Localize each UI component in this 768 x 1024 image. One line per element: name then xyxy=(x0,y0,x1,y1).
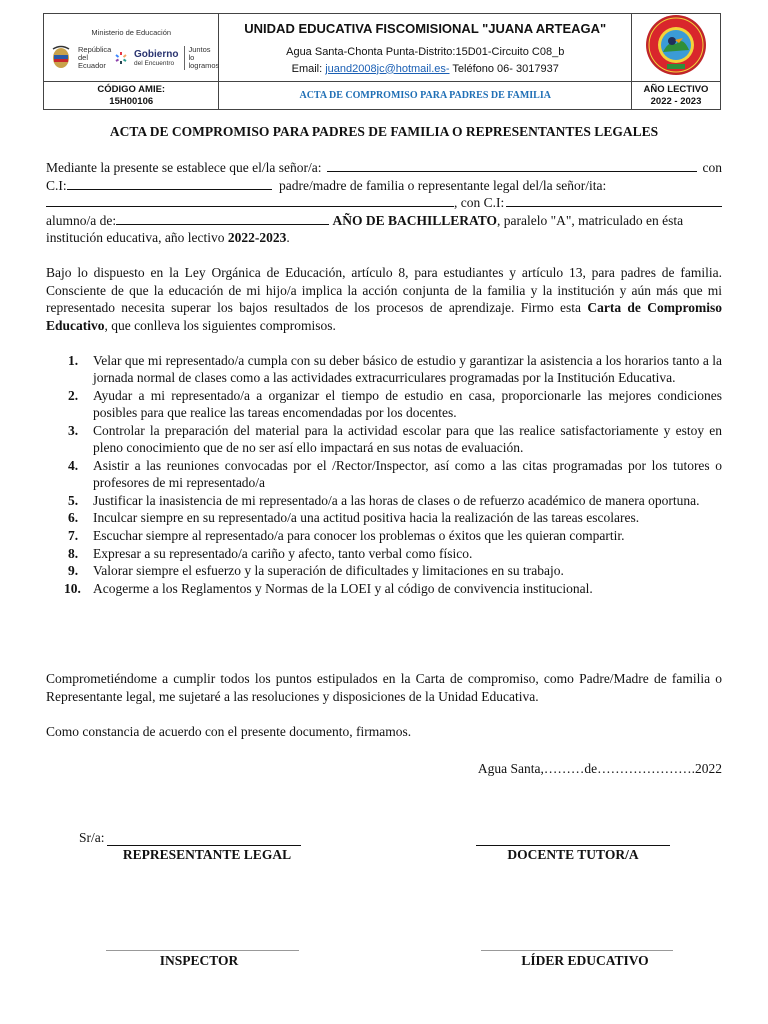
legal-text: , que conlleva los siguientes compromisos. xyxy=(104,317,336,333)
school-name: UNIDAD EDUCATIVA FISCOMISIONAL "JUANA ARTEAGA" xyxy=(244,20,607,36)
item-number: 9. xyxy=(68,563,79,579)
teacher-signature-line[interactable] xyxy=(476,845,670,846)
list-item xyxy=(46,352,722,386)
item-text: Expresar a su representado/a cariño y afecto, tanto verbal como físico. xyxy=(93,545,473,561)
closing-paragraph: Comprometiéndome a cumplir todos los puntos estipulados en la Carta de compromiso, como Padre/Madre de familia o Representante legal, me sujetaré a las resoluciones y disposiciones de la Unidad Educativa. xyxy=(46,671,722,704)
leader-label: LÍDER EDUCATIVO xyxy=(521,953,649,968)
item-number: 3. xyxy=(68,422,79,438)
ecuador-coat-of-arms-icon xyxy=(50,45,72,71)
item-text: Controlar la preparación del material para la actividad escolar para que las realice satisfactoriamente y estoy en pleno conocimiento que de no ser así ello impactará en sus notas de evaluación. xyxy=(93,422,722,456)
gobierno-logo xyxy=(134,50,178,67)
grade-blank[interactable] xyxy=(116,212,329,225)
intro-line-5 xyxy=(46,229,722,247)
gobierno-sub-label: del Encuentro xyxy=(134,59,175,67)
item-text: Ayudar a mi representado/a a organizar el tiempo de estudio en casa, proporcionarle las mejores condiciones posibles para que realice las tareas encomendadas por los docentes. xyxy=(93,387,722,421)
date-line: Agua Santa,………de………………….2022 xyxy=(477,761,722,776)
email-label: Email: xyxy=(291,62,323,75)
intro-line-4 xyxy=(46,212,722,230)
leader-signature-line[interactable] xyxy=(481,950,673,951)
item-text: Velar que mi representado/a cumpla con su deber básico de estudio y garantizar la asistencia a los horarios tanto a la jornada normal de clases como a las actividades extracurriculares programadas por la Institución Educativa. xyxy=(93,353,722,386)
intro-bold-text: AÑO DE BACHILLERATO xyxy=(332,212,498,228)
list-item xyxy=(46,580,722,597)
intro-text: Mediante la presente se establece que el/la señor/a: xyxy=(46,160,322,175)
intro-text: . xyxy=(286,230,290,246)
acta-header-cell xyxy=(219,82,632,110)
school-info-cell xyxy=(219,14,632,82)
year-label: AÑO LECTIVO xyxy=(643,83,709,95)
header-table xyxy=(43,13,721,110)
representative-name-blank[interactable] xyxy=(327,159,697,172)
intro-line-2 xyxy=(46,177,722,195)
intro-line-3 xyxy=(46,194,722,212)
agreement-statement: Como constancia de acuerdo con el presente documento, firmamos. xyxy=(46,724,412,739)
list-item xyxy=(46,545,722,562)
list-item xyxy=(46,509,722,526)
intro-paragraph xyxy=(46,159,722,247)
item-number: 8. xyxy=(68,545,79,561)
list-item xyxy=(46,387,722,421)
item-number: 2. xyxy=(68,387,79,403)
intro-text: con xyxy=(702,160,722,175)
sr-prefix: Sr/a: xyxy=(79,830,105,845)
amie-code: 15H00106 xyxy=(109,95,154,107)
inspector-signature-line[interactable] xyxy=(106,950,299,951)
list-item xyxy=(46,422,722,456)
item-number: 5. xyxy=(68,492,79,508)
item-number: 10. xyxy=(64,581,81,597)
student-ci-blank[interactable] xyxy=(506,194,722,207)
seal-cell xyxy=(632,14,721,82)
item-number: 1. xyxy=(68,353,79,368)
teacher-label: DOCENTE TUTOR/A xyxy=(507,847,639,862)
document-title: ACTA DE COMPROMISO PARA PADRES DE FAMILIA O REPRESENTANTES LEGALES xyxy=(109,124,659,139)
intro-bold-text: 2022-2023 xyxy=(227,230,287,246)
item-number: 4. xyxy=(68,457,79,473)
representative-ci-blank[interactable] xyxy=(67,177,272,190)
intro-text: institución educativa, año lectivo xyxy=(46,230,225,246)
representative-signature-line[interactable] xyxy=(107,845,301,846)
email-link[interactable]: juand2008jc@hotmail.es- xyxy=(325,62,450,75)
commitments-list xyxy=(46,352,722,598)
intro-text: , paralelo "A", matriculado en ésta xyxy=(497,212,684,228)
legal-text: Bajo lo dispuesto en la Ley Orgánica de Educación, artículo 8, para estudiantes y artículo 13, para padres de familia. Consciente de que la educación de mi hijo/a implica la acción conjunta de la familia y la institución y aún más que mi representado necesita superar los bajos resultados de los procesos de aprendizaje. Firmo esta xyxy=(46,265,722,316)
ministry-cell xyxy=(44,14,219,82)
year-cell xyxy=(632,82,721,110)
inspector-label: INSPECTOR xyxy=(159,953,239,968)
representative-label: REPRESENTANTE LEGAL xyxy=(122,847,292,862)
ministry-name: Ministerio de Educación xyxy=(91,28,172,37)
gobierno-slogan: Juntos lo logramos xyxy=(184,46,214,70)
item-number: 7. xyxy=(68,528,79,544)
republic-label: República del Ecuador xyxy=(78,45,112,70)
amie-cell xyxy=(44,82,219,110)
phone-number: Teléfono 06- 3017937 xyxy=(452,62,559,75)
school-contact xyxy=(219,63,631,75)
intro-line-1 xyxy=(46,159,722,177)
intro-text: alumno/a de: xyxy=(46,212,117,228)
school-address: Agua Santa-Chonta Punta-Distrito:15D01-Circuito C08_b xyxy=(286,45,565,58)
acta-header: ACTA DE COMPROMISO PARA PADRES DE FAMILIA xyxy=(299,90,551,101)
item-text: Valorar siempre el esfuerzo y la superación de dificultades y limitaciones en su trabajo. xyxy=(93,563,564,579)
year-value: 2022 - 2023 xyxy=(650,95,702,107)
list-item xyxy=(46,492,722,509)
list-item xyxy=(46,527,722,544)
government-logos xyxy=(44,37,218,71)
intro-text: , con C.I: xyxy=(454,195,505,211)
school-seal-icon xyxy=(639,14,713,76)
list-item xyxy=(46,562,722,579)
item-number: 6. xyxy=(68,510,79,526)
legal-bold-text: Carta de Compromiso Educativo xyxy=(46,300,722,333)
gobierno-label: Gobierno xyxy=(134,48,179,60)
item-text: Justificar la inasistencia de mi representado/a a las horas de clases o de refuerzo académico de manera oportuna. xyxy=(93,492,700,508)
intro-text: C.I: xyxy=(46,177,67,193)
intro-text: padre/madre de familia o representante legal del/la señor/ita: xyxy=(279,177,607,193)
amie-label: CÓDIGO AMIE: xyxy=(97,83,166,95)
gobierno-star-icon xyxy=(114,51,128,65)
list-item xyxy=(46,457,722,491)
item-text: Acogerme a los Reglamentos y Normas de la LOEI y al código de convivencia institucional. xyxy=(93,581,593,597)
item-text: Inculcar siempre en su representado/a una actitud positiva hacia la realización de las tareas escolares. xyxy=(93,510,640,526)
item-text: Escuchar siempre al representado/a para conocer los problemas o éxitos que les quieran compartir. xyxy=(93,528,625,544)
legal-paragraph xyxy=(46,264,722,334)
item-text: Asistir a las reuniones convocadas por el /Rector/Inspector, así como a las citas programadas por los tutores o profesores de mi representado/a xyxy=(93,457,722,490)
student-name-blank[interactable] xyxy=(46,194,454,207)
